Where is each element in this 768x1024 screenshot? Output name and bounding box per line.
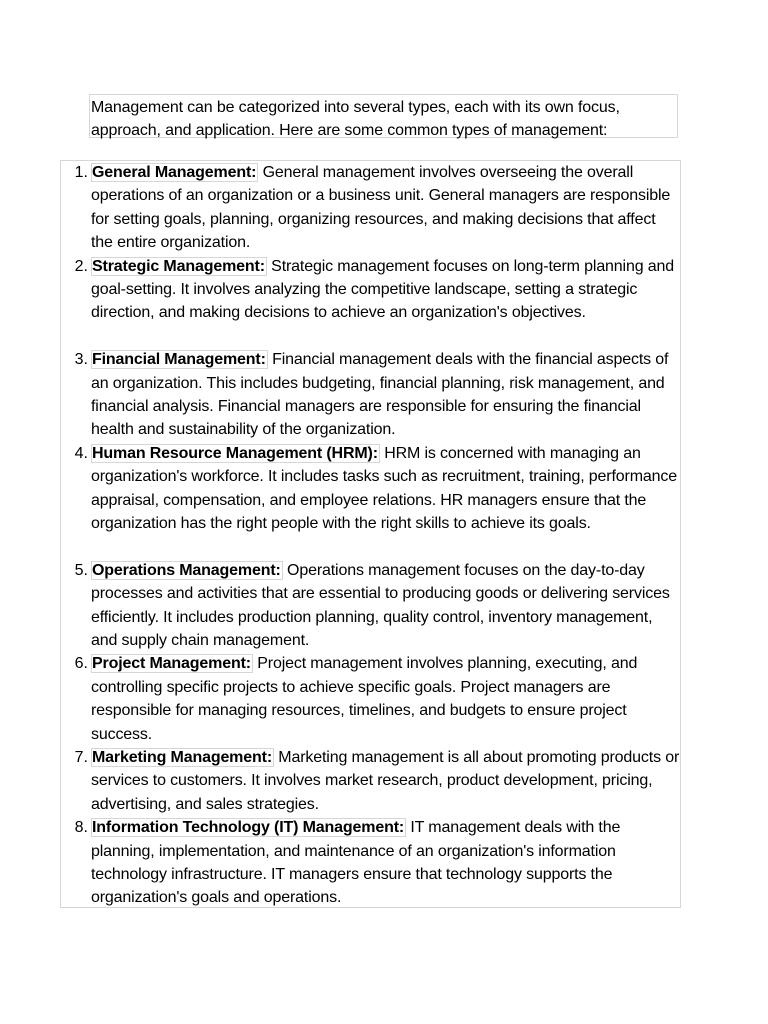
list-item-number: 3.: [74, 351, 88, 369]
list-item-number: 5.: [74, 561, 88, 579]
list-item-description: HRM is concerned with managing an organization's workforce. It includes tasks such as recruitment, training, performance appraisal, compensation, and employee relations. HR managers ensure that the organization has the right people with the right skills to achieve its goals.: [91, 444, 677, 533]
management-types-list-box: [60, 160, 681, 908]
list-item-number: 6.: [74, 655, 88, 673]
list-item-term: Operations Management:: [92, 561, 281, 579]
list-item-body: [91, 255, 681, 325]
list-item-body: [91, 348, 681, 442]
list-item-description: Financial management deals with the financial aspects of an organization. This includes budgeting, financial planning, risk management, and financial analysis. Financial managers are responsible for ensuring the financial health and sustainability of the organization.: [91, 351, 669, 439]
list-item-description: Project management involves planning, executing, and controlling specific projects to achieve specific goals. Project managers are responsible for managing resources, timelines, and budgets to ensure project success.: [91, 655, 638, 743]
list-item-number: 4.: [74, 444, 88, 462]
list-item-body: [91, 161, 681, 255]
intro-paragraph: Management can be categorized into several types, each with its own focus, approach, and application. Here are some common types of management:: [89, 94, 678, 138]
list-item-description: Operations management focuses on the day-to-day processes and activities that are essential to producing goods or delivering services efficiently. It includes production planning, quality control, inventory management, and supply chain management.: [91, 561, 670, 650]
list-item-term: Marketing Management:: [92, 749, 272, 766]
list-item-body: [91, 559, 681, 653]
list-item-description: Strategic management focuses on long-term planning and goal-setting. It involves analyzing the competitive landscape, setting a strategic direction, and making decisions to achieve an organization's objectives.: [91, 257, 675, 322]
list-item-number: 1.: [74, 164, 88, 181]
list-item-body: [91, 816, 681, 910]
list-item-description: IT management deals with the planning, implementation, and maintenance of an organization's information technology infrastructure. IT managers ensure that technology supports the organization's goals and operations.: [91, 819, 621, 907]
list-item-number: 7.: [74, 749, 88, 766]
list-item-term: Information Technology (IT) Management:: [92, 819, 405, 837]
list-item-body: [91, 746, 681, 816]
list-item-description: General management involves overseeing the overall operations of an organization or a business unit. General managers are responsible for setting goals, planning, organizing resources, and making decisions that affect the entire organization.: [91, 164, 671, 252]
list-item-body: [91, 442, 681, 536]
list-item-term: Human Resource Management (HRM):: [92, 444, 378, 462]
list-item-term: Strategic Management:: [92, 257, 265, 275]
list-item-body: [91, 652, 681, 746]
list-item-term: General Management:: [92, 164, 257, 181]
list-item-number: 8.: [74, 819, 88, 837]
list-item-description: Marketing management is all about promoting products or services to customers. It involves market research, product development, pricing, advertising, and sales strategies.: [91, 749, 680, 813]
list-item-number: 2.: [74, 257, 88, 275]
list-item-term: Financial Management:: [92, 351, 266, 369]
list-item-term: Project Management:: [92, 655, 251, 673]
